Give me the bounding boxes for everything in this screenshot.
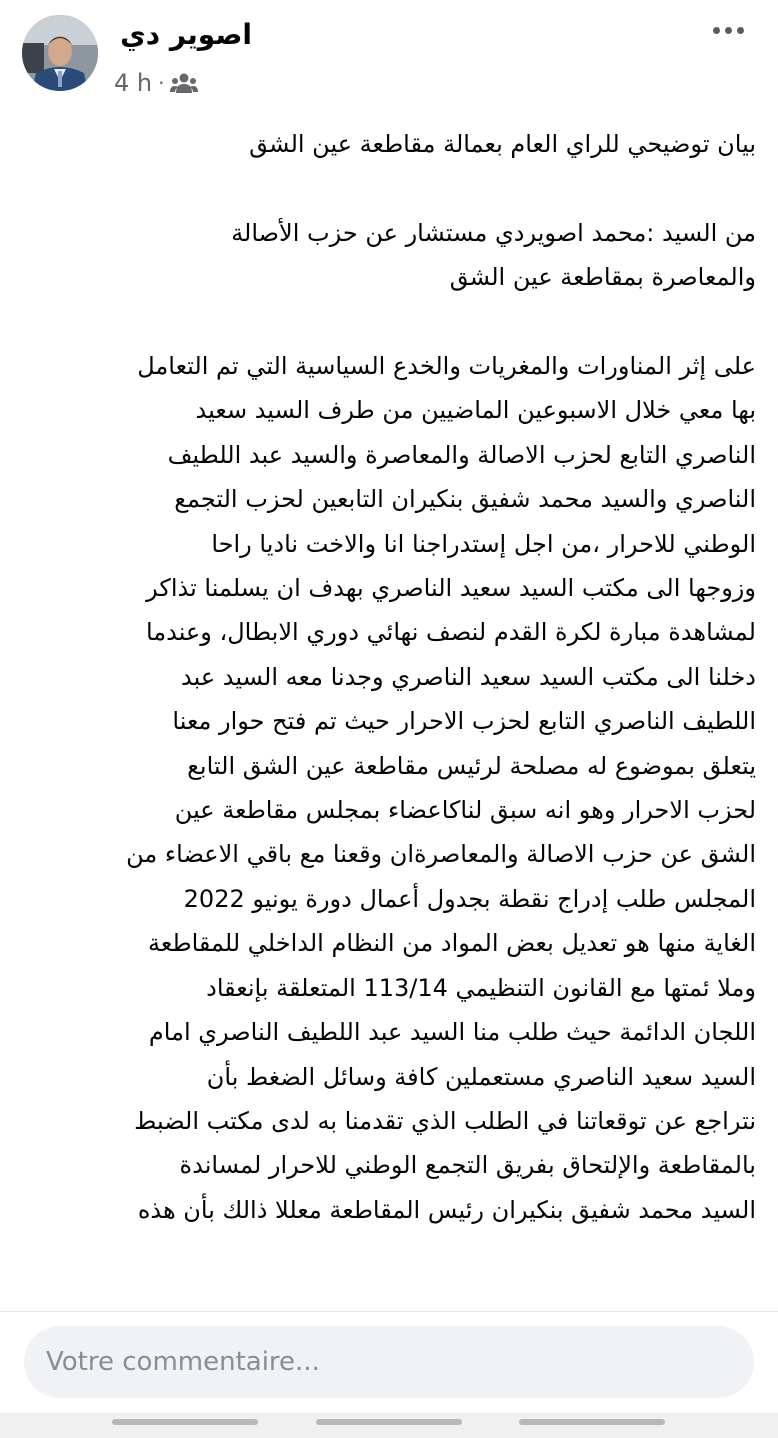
post-meta	[114, 66, 198, 100]
comment-input[interactable]	[24, 1326, 754, 1398]
system-nav-bar	[0, 1413, 778, 1438]
post-line: بالمقاطعة والإلتحاق بفريق التجمع الوطني للاحرار لمساندة	[179, 1151, 756, 1180]
more-options-button[interactable]	[702, 14, 754, 46]
nav-handle-left[interactable]	[112, 1419, 258, 1425]
more-dots-icon	[713, 27, 720, 34]
post-line: السيد سعيد الناصري مستعملين كافة وسائل الضغط بأن	[206, 1062, 756, 1091]
post-line: بها معي خلال الاسبوعين الماضيين من طرف السيد سعيد	[195, 396, 756, 425]
post-line: الغاية منها هو تعديل بعض المواد من النظام الداخلي للمقاطعة	[148, 929, 756, 958]
group-audience-icon	[170, 72, 198, 94]
avatar-photo	[22, 15, 98, 91]
paragraph-gap	[22, 166, 756, 210]
post-line: الشق عن حزب الاصالة والمعاصرةان وقعنا مع باقي الاعضاء من	[126, 840, 756, 869]
post-line: من السيد :محمد اصويردي مستشار عن حزب الأصالة	[231, 218, 756, 247]
comment-bar	[0, 1311, 778, 1413]
post-line: الوطني للاحرار ،من اجل إستدراجنا انا والاخت ناديا راحا	[211, 529, 756, 558]
post-line: اللطيف الناصري التابع لحزب الاحرار حيث تم فتح حوار معنا	[172, 707, 756, 736]
post-line: المجلس طلب إدراج نقطة بجدول أعمال دورة يونيو 2022	[183, 884, 756, 913]
post-line: لمشاهدة مبارة لكرة القدم لنصف نهائي دوري الابطال، وعندما	[145, 618, 756, 647]
post-text	[22, 122, 756, 1310]
post-line: والمعاصرة بمقاطعة عين الشق	[449, 263, 756, 292]
meta-separator: ·	[158, 71, 165, 95]
paragraph-gap	[22, 300, 756, 344]
post-line: لحزب الاحرار وهو انه سبق لناكاعضاء بمجلس مقاطعة عين	[174, 796, 756, 825]
more-dots-icon	[737, 27, 744, 34]
post-line: بيان توضيحي للراي العام بعمالة مقاطعة عين الشق	[249, 130, 756, 158]
post-line: نتراجع عن توقعاتنا في الطلب الذي تقدمنا به لدى مكتب الضبط	[134, 1106, 756, 1135]
nav-handle-center[interactable]	[316, 1419, 462, 1425]
post-line: دخلنا الى مكتب السيد سعيد الناصري وجدنا معه السيد عبد	[181, 662, 756, 691]
post-line: على إثر المناورات والمغريات والخدع السياسية التي تم التعامل	[137, 352, 756, 380]
post-header	[0, 0, 778, 110]
post-line: السيد محمد شفيق بنكيران رئيس المقاطعة معللا ذالك بأن هذه	[137, 1195, 756, 1224]
post-line: وزوجها الى مكتب السيد سعيد الناصري بهدف ان يسلمنا تذاكر	[146, 574, 756, 603]
post-line: الناصري والسيد محمد شفيق بنكيران التابعين لحزب التجمع	[174, 485, 756, 514]
post-line: اللجان الدائمة حيث طلب منا السيد عبد اللطيف الناصري امام	[148, 1018, 756, 1047]
author-name[interactable]: اصوير دي	[120, 18, 252, 51]
post-line: الناصري التابع لحزب الاصالة والمعاصرة والسيد عبد اللطيف	[167, 440, 756, 469]
post-line: يتعلق بموضوع له مصلحة لرئيس مقاطعة عين الشق التابع	[187, 751, 756, 780]
author-avatar[interactable]	[22, 15, 98, 91]
post-line: وملا ئمتها مع القانون التنظيمي 113/14 المتعلقة بإنعقاد	[206, 973, 756, 1002]
more-dots-icon	[725, 27, 732, 34]
nav-handle-right[interactable]	[519, 1419, 665, 1425]
post-time[interactable]: 4 h	[114, 69, 153, 97]
